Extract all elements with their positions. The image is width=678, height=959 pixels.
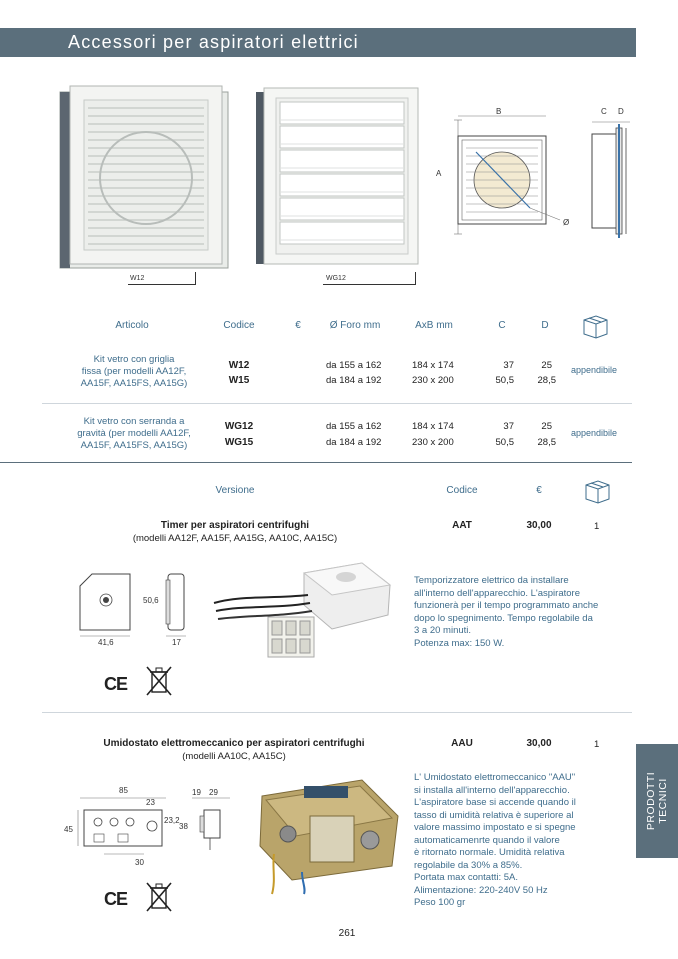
col-header-versione: Versione bbox=[215, 485, 255, 496]
side-drawing-svg bbox=[586, 118, 636, 242]
group1-description-line: Kit vetro con griglia bbox=[93, 354, 175, 365]
umidostato-side-drawing bbox=[190, 796, 232, 852]
w12-product-image bbox=[60, 86, 228, 268]
timer-dim-height: 50,6 bbox=[143, 596, 159, 605]
group1-description-line: AA15F, AA15FS, AA15G) bbox=[80, 378, 188, 389]
timer-side-svg bbox=[162, 572, 192, 642]
weee-bin-icon-2 bbox=[144, 880, 174, 914]
drawing-label-a: A bbox=[436, 169, 442, 178]
timer-dim-depth: 17 bbox=[172, 638, 181, 647]
timer-title: Timer per aspiratori centrifughi bbox=[160, 520, 310, 531]
timer-description-line: funzionerà per il tempo programmato anche bbox=[414, 600, 599, 611]
timer-description-line: dopo lo spegnimento. Tempo regolabile da bbox=[414, 612, 593, 624]
row-d-wg12: 25 bbox=[541, 421, 552, 432]
timer-code: AAT bbox=[452, 520, 472, 531]
side-tab-label-line2: TECNICI bbox=[657, 778, 669, 824]
w12-caption-line bbox=[128, 284, 196, 285]
wg12-caption-line bbox=[323, 284, 416, 285]
row-axb-w12: 184 x 174 bbox=[412, 360, 454, 371]
timer-front-drawing bbox=[76, 572, 136, 642]
w12-caption: W12 bbox=[130, 275, 145, 282]
umidostato-description-line: tasso di umidità relativa è superiore al bbox=[414, 809, 574, 821]
package-icon bbox=[580, 312, 610, 340]
timer-description-line: all'interno dell'apparecchio. L'aspiratore bbox=[414, 587, 580, 599]
umidostato-product-image bbox=[252, 776, 402, 896]
wg12-product-image bbox=[256, 88, 418, 264]
side-tab-label-line1: PRODOTTI bbox=[645, 771, 657, 831]
row-c-w12: 37 bbox=[503, 360, 514, 371]
weee-bin-2-svg bbox=[144, 880, 174, 914]
timer-qty: 1 bbox=[594, 521, 600, 532]
umidostato-description-line: automaticamenrte quando il valore bbox=[414, 834, 560, 846]
table2-divider bbox=[42, 712, 632, 713]
col-header-euro: € bbox=[295, 320, 301, 331]
umidostato-photo-svg bbox=[252, 776, 402, 896]
group1-description bbox=[62, 354, 206, 390]
umidostato-dim-30: 30 bbox=[135, 858, 144, 867]
package-icon-svg bbox=[580, 312, 610, 340]
row-c-wg12: 37 bbox=[503, 421, 514, 432]
row-code-w12: W12 bbox=[228, 360, 250, 371]
page-number: 261 bbox=[338, 928, 356, 939]
umidostato-description-line: è ritornato normale. Umidità relativa bbox=[414, 847, 565, 858]
table1-bottom-rule bbox=[0, 462, 632, 463]
row-d-w12: 25 bbox=[541, 360, 552, 371]
timer-dim-width: 41,6 bbox=[98, 638, 114, 647]
umidostato-dim-85: 85 bbox=[119, 786, 128, 795]
umidostato-description-line: si installa all'interno dell'apparecchio. bbox=[414, 784, 570, 796]
front-drawing-svg bbox=[440, 108, 580, 240]
technical-drawing-front bbox=[440, 108, 580, 240]
page-title: Accessori per aspiratori elettrici bbox=[68, 32, 359, 52]
umidostato-dim-232: 23,2 bbox=[164, 816, 180, 825]
wg12-caption: WG12 bbox=[326, 275, 346, 282]
timer-ce-mark: CE bbox=[104, 674, 128, 694]
group2-description-line: gravità (per modelli AA12F, bbox=[77, 428, 191, 439]
col-header-codice: Codice bbox=[223, 320, 255, 331]
timer-subtitle: (modelli AA12F, AA15F, AA15G, AA10C, AA15C) bbox=[132, 533, 338, 544]
row-d-wg15: 28,5 bbox=[537, 437, 556, 448]
row-foro-w12: da 155 a 162 bbox=[326, 360, 382, 371]
col-header-articolo: Articolo bbox=[115, 320, 149, 331]
timer-description-line: 3 a 20 minuti. bbox=[414, 625, 472, 636]
umidostato-description bbox=[414, 772, 634, 910]
weee-bin-icon bbox=[144, 664, 174, 698]
side-tab-label bbox=[645, 741, 669, 861]
row-c-wg15: 50,5 bbox=[495, 437, 514, 448]
umidostato-description-line: Portata max contatti: 5A. bbox=[414, 872, 519, 883]
row-foro-wg15: da 184 a 192 bbox=[326, 437, 382, 448]
technical-drawing-side bbox=[586, 118, 636, 242]
umidostato-subtitle: (modelli AA10C, AA15C) bbox=[182, 751, 286, 762]
col-header-euro-2: € bbox=[536, 485, 542, 496]
row-axb-w15: 230 x 200 bbox=[412, 375, 454, 386]
umidostato-description-line: Peso 100 gr bbox=[414, 897, 466, 908]
umidostato-ce-mark: CE bbox=[104, 889, 128, 909]
drawing-label-b: B bbox=[496, 107, 502, 116]
table1-divider bbox=[42, 403, 632, 404]
umidostato-description-line: L'aspiratore base si accende quando il bbox=[414, 797, 576, 808]
package-icon-2 bbox=[582, 477, 612, 505]
row-code-wg12: WG12 bbox=[224, 421, 254, 432]
col-header-codice-2: Codice bbox=[446, 485, 478, 496]
timer-front-svg bbox=[76, 572, 136, 642]
umidostato-dim-45: 45 bbox=[64, 825, 73, 834]
group1-note: appendibile bbox=[571, 365, 618, 375]
wg12-caption-tick bbox=[415, 272, 416, 285]
row-axb-wg15: 230 x 200 bbox=[412, 437, 454, 448]
row-code-w15: W15 bbox=[228, 375, 250, 386]
umidostato-qty: 1 bbox=[594, 739, 600, 750]
umidostato-description-line: regolabile da 30% a 85%. bbox=[414, 859, 523, 871]
timer-description bbox=[414, 575, 632, 650]
group2-description-line: Kit vetro con serranda a bbox=[83, 416, 185, 427]
umidostato-description-line: valore massimo impostato e si spegne bbox=[414, 822, 576, 833]
row-d-w15: 28,5 bbox=[537, 375, 556, 386]
package-icon-2-svg bbox=[582, 477, 612, 505]
umidostato-front-drawing bbox=[74, 796, 174, 860]
row-code-wg15: WG15 bbox=[224, 437, 254, 448]
umidostato-description-line: L' Umidostato elettromeccanico "AAU" bbox=[414, 772, 576, 783]
col-header-axb: AxB mm bbox=[415, 320, 453, 331]
umidostato-code: AAU bbox=[451, 738, 473, 749]
group1-description-line: fissa (per modelli AA12F, bbox=[81, 366, 187, 377]
group2-description bbox=[62, 416, 206, 452]
row-foro-wg12: da 155 a 162 bbox=[326, 421, 382, 432]
umidostato-dim-29: 29 bbox=[209, 788, 218, 797]
timer-description-line: Temporizzatore elettrico da installare bbox=[414, 575, 569, 586]
umidostato-dim-23: 23 bbox=[146, 798, 155, 807]
timer-description-line: Potenza max: 150 W. bbox=[414, 637, 505, 649]
timer-photo-svg bbox=[212, 555, 402, 667]
drawing-label-diameter: Ø bbox=[563, 218, 570, 227]
w12-caption-tick bbox=[195, 272, 196, 285]
w12-image-svg bbox=[60, 86, 228, 268]
drawing-label-c: C bbox=[601, 107, 607, 116]
timer-product-image bbox=[212, 555, 402, 667]
umidostato-dim-38: 38 bbox=[179, 822, 188, 831]
group2-note: appendibile bbox=[571, 428, 618, 438]
row-axb-wg12: 184 x 174 bbox=[412, 421, 454, 432]
row-foro-w15: da 184 a 192 bbox=[326, 375, 382, 386]
col-header-d: D bbox=[541, 320, 549, 331]
umidostato-title: Umidostato elettromeccanico per aspiratori centrifughi bbox=[103, 738, 365, 749]
umidostato-side-svg bbox=[190, 796, 232, 852]
row-c-w15: 50,5 bbox=[495, 375, 514, 386]
umidostato-price: 30,00 bbox=[526, 738, 552, 749]
weee-bin-svg bbox=[144, 664, 174, 698]
group2-description-line: AA15F, AA15FS, AA15G) bbox=[80, 440, 188, 451]
col-header-foro: Ø Foro mm bbox=[329, 320, 381, 331]
col-header-c: C bbox=[498, 320, 506, 331]
timer-price: 30,00 bbox=[526, 520, 552, 531]
timer-side-drawing bbox=[162, 572, 192, 642]
umidostato-front-svg bbox=[74, 796, 174, 860]
umidostato-description-line: Alimentazione: 220-240V 50 Hz bbox=[414, 884, 548, 896]
drawing-label-d: D bbox=[618, 107, 624, 116]
wg12-image-svg bbox=[256, 88, 418, 264]
umidostato-dim-19: 19 bbox=[192, 788, 201, 797]
